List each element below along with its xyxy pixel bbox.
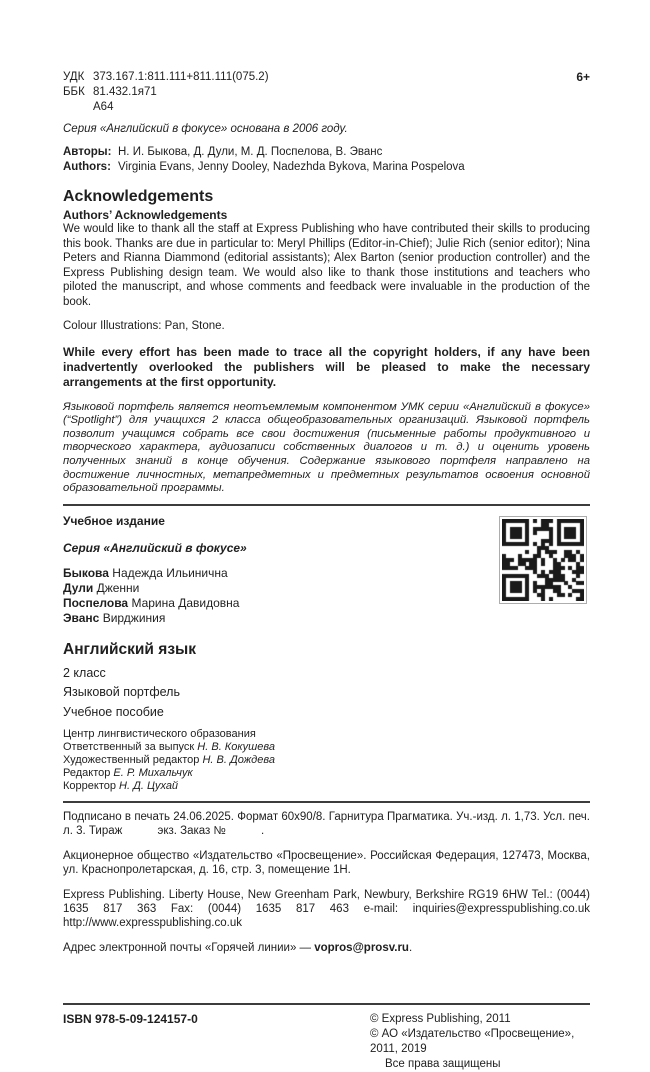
publisher-en: Express Publishing. Liberty House, New Greenham Park, Newbury, Berkshire RG19 6HW Tel.: (0044) 1635 817 363 Fax: (0044) 1635 817 463 e-mail: inquiries@expresspublishing.co.uk http://www.expresspublishing.co.uk — [63, 888, 590, 929]
series-founded-note: Серия «Английский в фокусе» основана в 2006 году. — [63, 123, 348, 135]
credit-line: Редактор Е. Р. Михальчук — [63, 766, 193, 779]
authors-en-label: Authors: — [63, 160, 111, 173]
colour-illustrations-line: Colour Illustrations: Pan, Stone. — [63, 319, 225, 332]
book-code: А64 — [93, 101, 114, 113]
footer-block — [63, 1012, 590, 1072]
edition-author-line: Дули Дженни — [63, 580, 140, 595]
bbk-row — [63, 85, 590, 100]
hotline-email: vopros@prosv.ru — [314, 941, 409, 954]
qr-code — [499, 516, 587, 604]
authors-en-row — [63, 160, 590, 175]
credit-line: Ответственный за выпуск Н. В. Кокушева — [63, 740, 275, 753]
udk-value: 373.167.1:811.111+811.111(075.2) — [93, 71, 269, 83]
copyright-column — [370, 1012, 590, 1072]
acknowledgements-body: We would like to thank all the staff at Express Publishing who have contributed their skills to producing this book. Thanks are due in particular to: Meryl Phillips (Editor-in-Chief); Julie Rich (senior editor); Nina Peters and Rianna Diammond (editorial assistants); Alex Barton (senior production controller) and the Express Publishing design team. We would also like to thank those institutions and teachers who piloted the manuscript, and whose comments and feedback were invaluable in the production of the book. — [63, 223, 590, 308]
edition-series: Серия «Английский в фокусе» — [63, 540, 247, 555]
qr-code-image — [502, 519, 584, 601]
age-rating-badge: 6+ — [576, 70, 590, 84]
credits-center: Центр лингвистического образования — [63, 727, 256, 740]
divider-top — [63, 504, 590, 506]
edition-kind: Учебное издание — [63, 513, 165, 528]
authors-block — [63, 145, 590, 174]
divider-middle — [63, 801, 590, 803]
udk-row — [63, 70, 590, 85]
print-info: Подписано в печать 24.06.2025. Формат 60х90/8. Гарнитура Прагматика. Уч.-изд. л. 1,73. Усл. печ. л. 3. Тираж экз. Заказ № . — [63, 810, 590, 837]
rights-reserved-line: Все права защищены — [385, 1057, 501, 1070]
divider-bottom — [63, 1003, 590, 1005]
publisher-ru: Акционерное общество «Издательство «Просвещение». Российская Федерация, 127473, Москва, ул. Краснопролетарская, д. 16, стр. 3, помещение 1Н. — [63, 849, 590, 876]
copyright-notice: While every effort has been made to trace all the copyright holders, if any have been inadvertently overlooked the publishers will be pleased to make the necessary arrangements at the first opportunity. — [63, 344, 590, 389]
credit-line: Корректор Н. Д. Цухай — [63, 779, 179, 792]
subject-grade: 2 класс — [63, 665, 106, 680]
hotline-line: Адрес электронной почты «Горячей линии» — vopros@prosv.ru. — [63, 941, 413, 954]
annotation-paragraph: Языковой портфель является неотъемлемым компонентом УМК серии «Английский в фокусе» (“Spotlight”) для учащихся 2 класса общеобразовательных организаций. Языковой портфель позволит учащимся собрать все свои достижения (письменные работы продуктивного и творческого характера, аудиозаписи собственных диалогов и т. д.) и оценить уровень полученных знаний в конце обучения. Содержание языкового портфеля направлено на достижение личностных, метапредметных и предметных результатов освоения основной образовательной программы. — [63, 400, 590, 495]
authors-en-value: Virginia Evans, Jenny Dooley, Nadezhda Bykova, Marina Pospelova — [118, 160, 465, 173]
bbk-value: 81.432.1я71 — [93, 86, 157, 98]
bbk-label: ББК — [63, 86, 85, 98]
acknowledgements-subtitle: Authors’ Acknowledgements — [63, 208, 228, 222]
classification-block — [63, 70, 590, 115]
authors-ru-row — [63, 145, 590, 160]
authors-ru-label: Авторы: — [63, 146, 112, 158]
copyright-line: © АО «Издательство «Просвещение», 2011, 2019 — [370, 1027, 575, 1055]
authors-ru-value: Н. И. Быкова, Д. Дули, М. Д. Поспелова, В. Эванс — [118, 146, 383, 158]
copyright-line: © Express Publishing, 2011 — [370, 1012, 511, 1025]
subject-title: Английский язык — [63, 640, 197, 658]
edition-author-line: Поспелова Марина Давидовна — [63, 595, 240, 610]
hotline-label: Адрес электронной почты «Горячей линии» — — [63, 941, 315, 954]
page-content — [63, 70, 590, 1072]
credit-line: Художественный редактор Н. В. Дождева — [63, 753, 275, 766]
edition-block — [63, 514, 590, 626]
edition-author-line: Быкова Надежда Ильинична — [63, 565, 228, 580]
code-row — [63, 100, 590, 115]
isbn: ISBN 978-5-09-124157-0 — [63, 1011, 198, 1026]
acknowledgements-title: Acknowledgements — [63, 188, 214, 205]
credits-block — [63, 728, 590, 793]
udk-label: УДК — [63, 71, 85, 83]
edition-author-line: Эванс Вирджиния — [63, 610, 166, 625]
subject-book: Языковой портфель — [63, 685, 180, 700]
subject-type: Учебное пособие — [63, 704, 164, 719]
